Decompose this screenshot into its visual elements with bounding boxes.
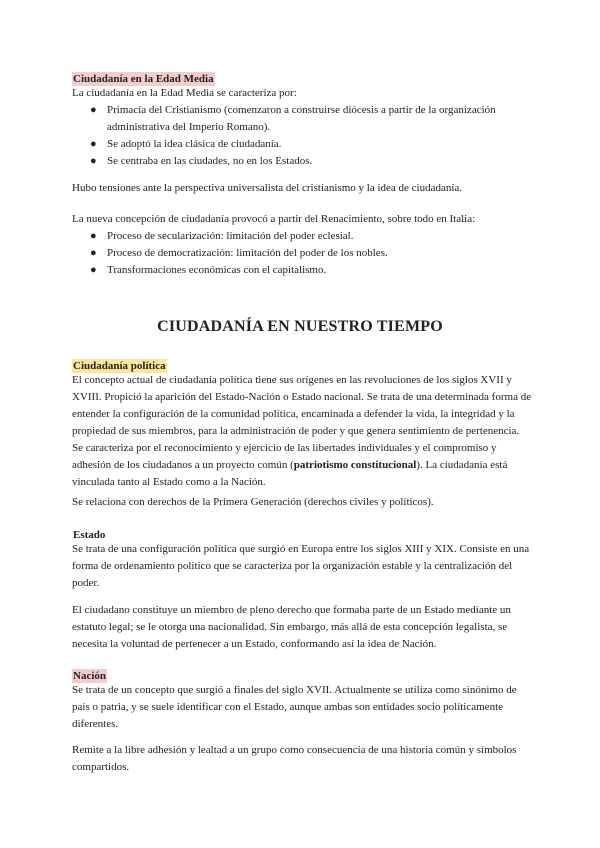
heading-ciudadania-politica: Ciudadanía política (73, 360, 166, 372)
list-item-text: Transformaciones económicas con el capitalismo. (107, 264, 327, 276)
list-renacimiento (90, 228, 507, 279)
list-item (90, 245, 507, 262)
bullet-icon: ● (90, 104, 97, 116)
heading-nacion: Nación (73, 670, 106, 682)
paragraph-derechos: Se relaciona con derechos de la Primera Generación (derechos civiles y políticos). (72, 496, 434, 508)
bullet-icon: ● (90, 155, 97, 167)
list-item-text: Primacía del Cristianismo (comenzaron a construirse diócesis a partir de la organización administrativa del Imperio Romano). (107, 104, 496, 133)
list-item-text: Se adoptó la idea clásica de ciudadanía. (107, 138, 282, 150)
paragraph-tensiones: Hubo tensiones ante la perspectiva universalista del cristianismo y la idea de ciudadanía. (72, 182, 463, 194)
list-item (90, 136, 507, 153)
paragraph-nacion-2: Remite a la libre adhesión y lealtad a un grupo como consecuencia de una historia común y símbolos compartidos. (72, 744, 517, 773)
list-item-text: Proceso de secularización: limitación del poder eclesial. (107, 230, 354, 242)
heading-estado: Estado (73, 529, 106, 541)
paragraph-ciudadania-politica (72, 372, 532, 491)
paragraph-estado-2: El ciudadano constituye un miembro de pleno derecho que formaba parte de un Estado mediante un estatuto legal; se le otorga una nacionalidad. Sin embargo, más allá de esta concepción legalista, se necesita la voluntad de pertenecer a un Estado, conformando así la idea de Nación. (72, 604, 511, 650)
list-item-text: Se centraba en las ciudades, no en los Estados. (107, 155, 313, 167)
bullet-icon: ● (90, 230, 97, 242)
bold-term: patriotismo constitucional (293, 459, 417, 471)
list-item (90, 102, 507, 136)
paragraph-edad-media-intro: La ciudadanía en la Edad Media se caracteriza por: (72, 87, 297, 99)
list-item (90, 262, 507, 279)
bullet-icon: ● (90, 247, 97, 259)
paragraph-nacion-1: Se trata de un concepto que surgió a finales del siglo XVII. Actualmente se utiliza como sinónimo de país o patria, y se suele identificar con el Estado, aunque ambas son entidades socio políticamente diferentes. (72, 684, 517, 730)
list-edad-media (90, 102, 507, 170)
paragraph-text: ). La ciudadanía está vinculada tanto al Estado como a la Nación. (72, 459, 508, 488)
list-item (90, 228, 507, 245)
heading-edad-media: Ciudadanía en la Edad Media (73, 73, 214, 85)
paragraph-renacimiento-intro: La nueva concepción de ciudadanía provocó a partir del Renacimiento, sobre todo en Italia: (72, 213, 476, 225)
paragraph-text: El concepto actual de ciudadanía política tiene sus orígenes en las revoluciones de los siglos XVII y XVIII. Propició la aparición del Estado-Nación o Estado nacional. Se trata de una determinada forma de entender la configuración de la comunidad política, encaminada a defender la vida, la integridad y la propiedad de sus miembros, para la administración de poder y que genera sentimiento de pertenencia. Se caracteriza por el reconocimiento y ejercicio de las libertades individuales y el compromiso y adhesión de los ciudadanos a un proyecto común ( (72, 374, 532, 471)
paragraph-estado-1: Se trata de una configuración política que surgió en Europa entre los siglos XIII y XIX. Consiste en una forma de ordenamiento político que se caracteriza por la organización estable y la centralización del poder. (72, 543, 530, 589)
list-item-text: Proceso de democratización: limitación del poder de los nobles. (107, 247, 388, 259)
bullet-icon: ● (90, 138, 97, 150)
list-item (90, 153, 507, 170)
bullet-icon: ● (90, 264, 97, 276)
section-title: CIUDADANÍA EN NUESTRO TIEMPO (157, 318, 443, 335)
